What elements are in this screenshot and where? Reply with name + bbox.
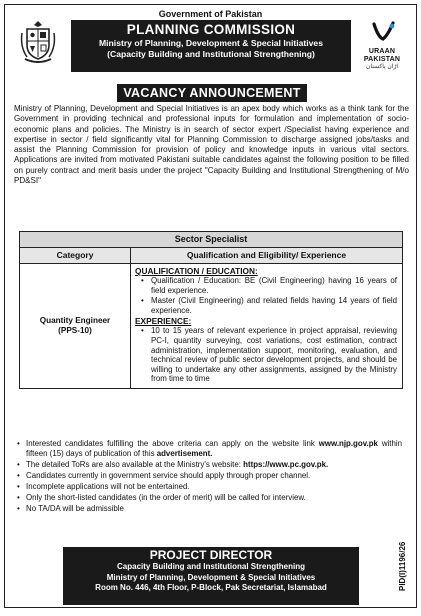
- ministry-website-link[interactable]: https://www.pc.gov.pk.: [243, 459, 329, 469]
- project-name: (Capacity Building and Institutional Strengthening): [107, 49, 315, 59]
- instruction-text: within fifteen (15) days of publication of this: [26, 439, 403, 458]
- pid-text: PID(I)1196/26: [398, 541, 407, 591]
- column-header-qualification: Qualification and Eligibility/ Experience: [186, 250, 347, 260]
- instruction-text: Interested candidates fulfilling the above criteria can apply on the website link: [26, 439, 319, 448]
- experience-title: EXPERIENCE:: [135, 316, 192, 327]
- instruction-text: The detailed ToRs are also available at the Ministry's website:: [26, 459, 244, 469]
- category-cell: [20, 264, 131, 388]
- director-title: PROJECT DIRECTOR: [149, 548, 273, 562]
- qualification-list: [135, 276, 397, 315]
- list-item: • Master (Civil Engineering) and related fields having 14 years of field experience.: [135, 296, 397, 315]
- pid-code: [398, 535, 410, 591]
- table-heading: Sector Specialist: [20, 232, 402, 248]
- njp-link[interactable]: www.njp.gov.pk: [318, 439, 378, 448]
- uraan-text-2: PAKISTAN: [363, 56, 401, 63]
- advertisement-page: [4, 4, 417, 608]
- vacancy-announcement-banner: VACANCY ANNOUNCEMENT: [117, 84, 307, 102]
- uraan-text-urdu: اڑان پاکستان: [365, 64, 399, 70]
- vacancy-table: [19, 231, 403, 389]
- instruction-incomplete: • Incomplete applications will not be entertained.: [14, 482, 402, 492]
- qualification-cell: [131, 264, 402, 388]
- instruction-tada: • No TA/DA will be admissible: [14, 504, 402, 514]
- table-header-row: [20, 248, 402, 264]
- intro-paragraph: Ministry of Planning, Development and Special Initiatives is an apex body which works as a think tank for the Government in providing technical and professional inputs for formulation and implementation of socio-economic plans and policies. The Ministry is in search of sector expert /Specialist having experience and expertise in sector / field significantly vital for Planning Commission to discharge assigned jobs/tasks and assist the Planning Commission for provision of policy and knowledge inputs in various vital sectors. Applications are invited from motivated Pakistani suitable candidates against the following position to be filled on purely contract and merit basis under the project "Capacity Building and Institutional Strengthening of M/o PD&SI": [14, 104, 409, 186]
- government-label: Government of Pakistan: [158, 9, 263, 19]
- state-emblem-icon: [19, 19, 57, 65]
- title-banner: [71, 20, 351, 72]
- position-scale: (PPS-10): [58, 325, 92, 335]
- instruction-apply: [14, 439, 402, 459]
- table-row: [20, 264, 402, 388]
- instruction-bold: advertisement.: [156, 448, 213, 458]
- instructions-list: [14, 439, 402, 515]
- instruction-government-service: • Candidates currently in government service should apply through proper channel.: [14, 471, 402, 481]
- director-address: Room No. 446, 4th Floor, P-Block, Pak Secretariat, Islamabad: [95, 583, 327, 592]
- director-line-1: Capacity Building and Institutional Strengthening: [117, 562, 305, 571]
- uraan-text-1: URAAN: [368, 48, 396, 55]
- ministry-name: Ministry of Planning, Development & Special Initiatives: [99, 38, 323, 48]
- director-line-2: Ministry of Planning, Development & Special Initiatives: [106, 572, 316, 582]
- experience-list: [135, 326, 397, 384]
- instruction-tors: [14, 460, 402, 470]
- list-item: • 10 to 15 years of relevant experience in project appraisal, reviewing PC-I, quantity surveying, cost variations, cost estimation, contract administration, implementation support, monitoring, evaluation, and technical review of public sector development projects, and should be willing to undertake any other assignments, assigned by the Ministry from time to time: [135, 326, 397, 384]
- position-title: Quantity Engineer: [39, 315, 111, 325]
- organization-title: PLANNING COMMISSION: [126, 22, 296, 37]
- uraan-logo-icon: [365, 21, 399, 43]
- header: [13, 9, 408, 79]
- instruction-shortlist: • Only the short-listed candidates (in the order of merit) will be called for interview.: [14, 493, 402, 503]
- list-item: • Qualification / Education: BE (Civil Engineering) having 16 years of field experience.: [135, 276, 397, 295]
- project-director-banner: [63, 547, 359, 605]
- qualification-title: QUALIFICATION / EDUCATION:: [135, 266, 258, 276]
- column-header-category: Category: [20, 248, 131, 263]
- uraan-pakistan-logo: [356, 21, 408, 69]
